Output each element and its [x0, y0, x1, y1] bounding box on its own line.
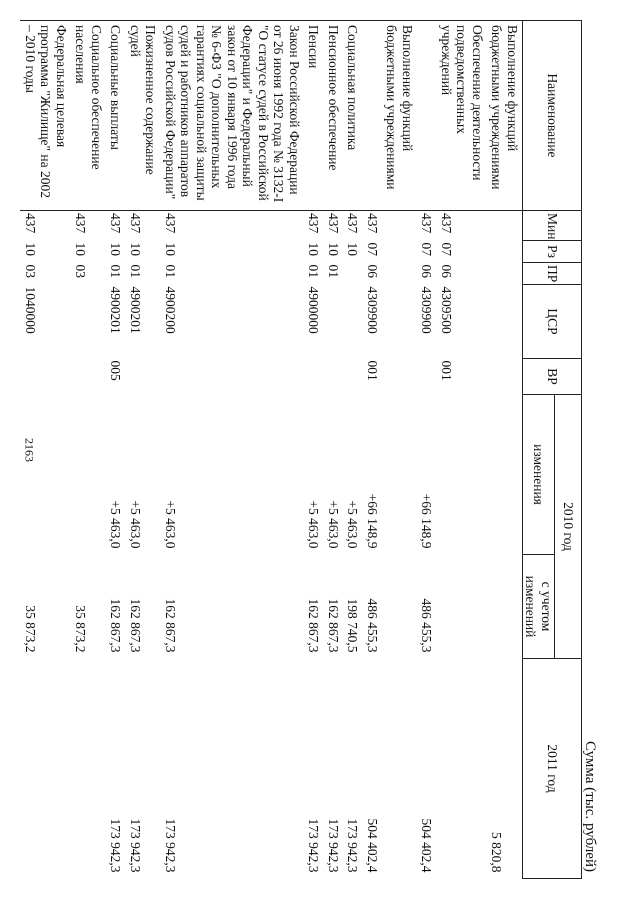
row-vr — [304, 359, 324, 395]
row-csr: 4309500 — [438, 286, 454, 334]
header-changes: изменения — [522, 395, 554, 555]
row-name: Закон Российской Федерации от 26 июня 1992 года № 3132-I "О статусе судей в Российской Федерации" и Федеральный закон от 10 января 1996 года № 6-ФЗ "О дополнительных гарантиях социальной защиты судей и работников аппаратов судов Российской Федерации" — [160, 21, 304, 211]
row-min: 437 — [162, 213, 178, 234]
table-body — [20, 21, 522, 879]
row-with-changes: 35 873,2 — [73, 605, 89, 653]
row-min — [382, 211, 417, 241]
row-pr — [382, 263, 417, 285]
table-row — [160, 21, 304, 879]
table-row — [487, 21, 523, 879]
row-rz — [487, 241, 523, 263]
row-csr — [382, 285, 417, 359]
table-row — [71, 21, 106, 879]
table-row — [106, 21, 126, 879]
table-row — [382, 21, 417, 879]
row-pr: 01 — [108, 264, 124, 278]
row-rz: 10 — [162, 242, 178, 256]
row-min: 437 — [345, 213, 361, 234]
row-vr — [487, 359, 523, 395]
row-rz: 10 — [325, 242, 341, 256]
row-2011: 173 942,3 — [162, 818, 178, 873]
row-with-changes — [487, 555, 523, 659]
row-pr: 06 — [438, 264, 454, 278]
row-min: 437 — [127, 213, 143, 234]
row-min: 437 — [22, 213, 38, 234]
row-with-changes: 162 867,3 — [108, 598, 124, 653]
header-2011: 2011 год — [522, 659, 581, 879]
row-min: 437 — [325, 213, 341, 234]
row-changes — [71, 395, 106, 555]
row-2011 — [71, 659, 106, 879]
row-vr — [71, 359, 106, 395]
row-vr — [417, 359, 437, 395]
table-row — [125, 21, 160, 879]
budget-table — [20, 20, 582, 879]
row-with-changes: 486 455,3 — [364, 598, 380, 653]
table-row — [417, 21, 437, 879]
row-csr — [71, 285, 106, 359]
row-vr — [343, 359, 363, 395]
row-name: Социальная политика — [343, 21, 363, 211]
row-vr — [160, 359, 304, 395]
row-changes: +5 463,0 — [108, 500, 124, 549]
row-vr — [20, 359, 71, 395]
row-changes — [20, 395, 71, 555]
row-name: Обеспечение деятельности подведомственных учреждений — [436, 21, 487, 211]
row-pr: 01 — [127, 264, 143, 278]
row-csr: 4900200 — [162, 286, 178, 334]
row-rz: 10 — [22, 242, 38, 256]
row-min: 437 — [108, 213, 124, 234]
row-vr — [323, 359, 343, 395]
row-rz: 07 — [438, 242, 454, 256]
row-rz: 10 — [73, 242, 89, 256]
row-with-changes: 162 867,3 — [127, 598, 143, 653]
row-name: Социальное обеспечение населения — [71, 21, 106, 211]
row-vr — [125, 359, 160, 395]
row-vr — [382, 359, 417, 395]
row-changes: +5 463,0 — [325, 500, 341, 549]
row-2011: 173 942,3 — [127, 818, 143, 873]
row-2011: 504 402,4 — [364, 818, 380, 873]
row-2011: 504 402,4 — [419, 818, 435, 873]
row-min: 437 — [73, 213, 89, 234]
row-changes — [436, 395, 487, 555]
row-pr: 06 — [419, 264, 435, 278]
row-with-changes: 486 455,3 — [419, 598, 435, 653]
row-rz: 10 — [345, 242, 361, 256]
row-pr: 01 — [325, 264, 341, 278]
row-csr — [487, 285, 523, 359]
header-with-changes: с учетом изменений — [522, 555, 554, 659]
row-with-changes: 198 740,5 — [345, 598, 361, 653]
row-pr: 03 — [73, 264, 89, 278]
row-vr: 001 — [364, 360, 380, 381]
row-with-changes: 35 873,2 — [22, 605, 38, 653]
row-pr: 06 — [364, 264, 380, 278]
row-2011 — [436, 659, 487, 879]
row-changes: +5 463,0 — [345, 500, 361, 549]
row-csr: 4900000 — [306, 286, 322, 334]
row-csr: 4900201 — [108, 286, 124, 334]
row-rz: 10 — [306, 242, 322, 256]
row-vr: 001 — [438, 360, 454, 381]
row-min — [487, 211, 523, 241]
row-changes: +66 148,9 — [364, 493, 380, 549]
row-with-changes — [436, 555, 487, 659]
header-row-top — [555, 21, 582, 879]
row-changes — [487, 395, 523, 555]
row-2011 — [382, 659, 417, 879]
row-csr — [343, 285, 363, 359]
row-2011: 173 942,3 — [325, 818, 341, 873]
row-csr: 4900201 — [127, 286, 143, 334]
row-changes — [382, 395, 417, 555]
table-row — [343, 21, 363, 879]
row-name: Социальные выплаты — [106, 21, 126, 211]
header-pr: ПР — [522, 263, 581, 285]
row-changes: +5 463,0 — [127, 500, 143, 549]
row-name: Выполнение функций бюджетными учреждениями — [487, 21, 523, 211]
row-rz: 07 — [419, 242, 435, 256]
row-with-changes — [382, 555, 417, 659]
row-name: Федеральная целевая программа "Жилище" на 2002 – 2010 годы — [20, 21, 71, 211]
row-name: Пенсионное обеспечение — [323, 21, 343, 211]
row-changes: +5 463,0 — [162, 500, 178, 549]
row-2011: 173 942,3 — [306, 818, 322, 873]
row-name: Выполнение функций бюджетными учреждениями — [382, 21, 417, 211]
table-row — [20, 21, 71, 879]
row-with-changes: 162 867,3 — [325, 598, 341, 653]
header-name: Наименование — [522, 21, 581, 211]
row-changes: +66 148,9 — [419, 493, 435, 549]
row-pr — [487, 263, 523, 285]
header-min: Мин — [522, 211, 581, 241]
row-name — [417, 21, 437, 211]
row-name: Пенсии — [304, 21, 324, 211]
unit-note: Сумма (тыс. рублей) — [582, 740, 598, 872]
table-row — [436, 21, 487, 879]
row-rz: 10 — [108, 242, 124, 256]
row-2011: 5 820,8 — [489, 832, 505, 873]
row-rz: 07 — [364, 242, 380, 256]
table-row — [362, 21, 382, 879]
header-csr: ЦСР — [522, 285, 581, 359]
row-2011: 173 942,3 — [108, 818, 124, 873]
row-pr: 01 — [162, 264, 178, 278]
row-rz — [382, 241, 417, 263]
row-min: 437 — [419, 213, 435, 234]
table-row — [304, 21, 324, 879]
row-with-changes: 162 867,3 — [306, 598, 322, 653]
row-pr — [343, 263, 363, 285]
row-rz: 10 — [127, 242, 143, 256]
row-vr: 005 — [108, 360, 124, 381]
row-name: Пожизненное содержание судей — [125, 21, 160, 211]
header-2010: 2010 год — [555, 395, 582, 659]
row-csr: 1040000 — [22, 286, 38, 334]
row-min: 437 — [364, 213, 380, 234]
row-name — [362, 21, 382, 211]
page-number: 2163 — [22, 438, 37, 462]
row-pr: 03 — [22, 264, 38, 278]
table-row — [323, 21, 343, 879]
row-csr: 4309900 — [364, 286, 380, 334]
header-vr: ВР — [522, 359, 581, 395]
row-2011: 173 942,3 — [345, 818, 361, 873]
row-pr: 01 — [306, 264, 322, 278]
row-min: 437 — [306, 213, 322, 234]
row-csr — [323, 285, 343, 359]
row-min: 437 — [438, 213, 454, 234]
row-changes: +5 463,0 — [306, 500, 322, 549]
row-with-changes: 162 867,3 — [162, 598, 178, 653]
row-2011 — [20, 659, 71, 879]
header-rz: Рз — [522, 241, 581, 263]
row-csr: 4309900 — [419, 286, 435, 334]
